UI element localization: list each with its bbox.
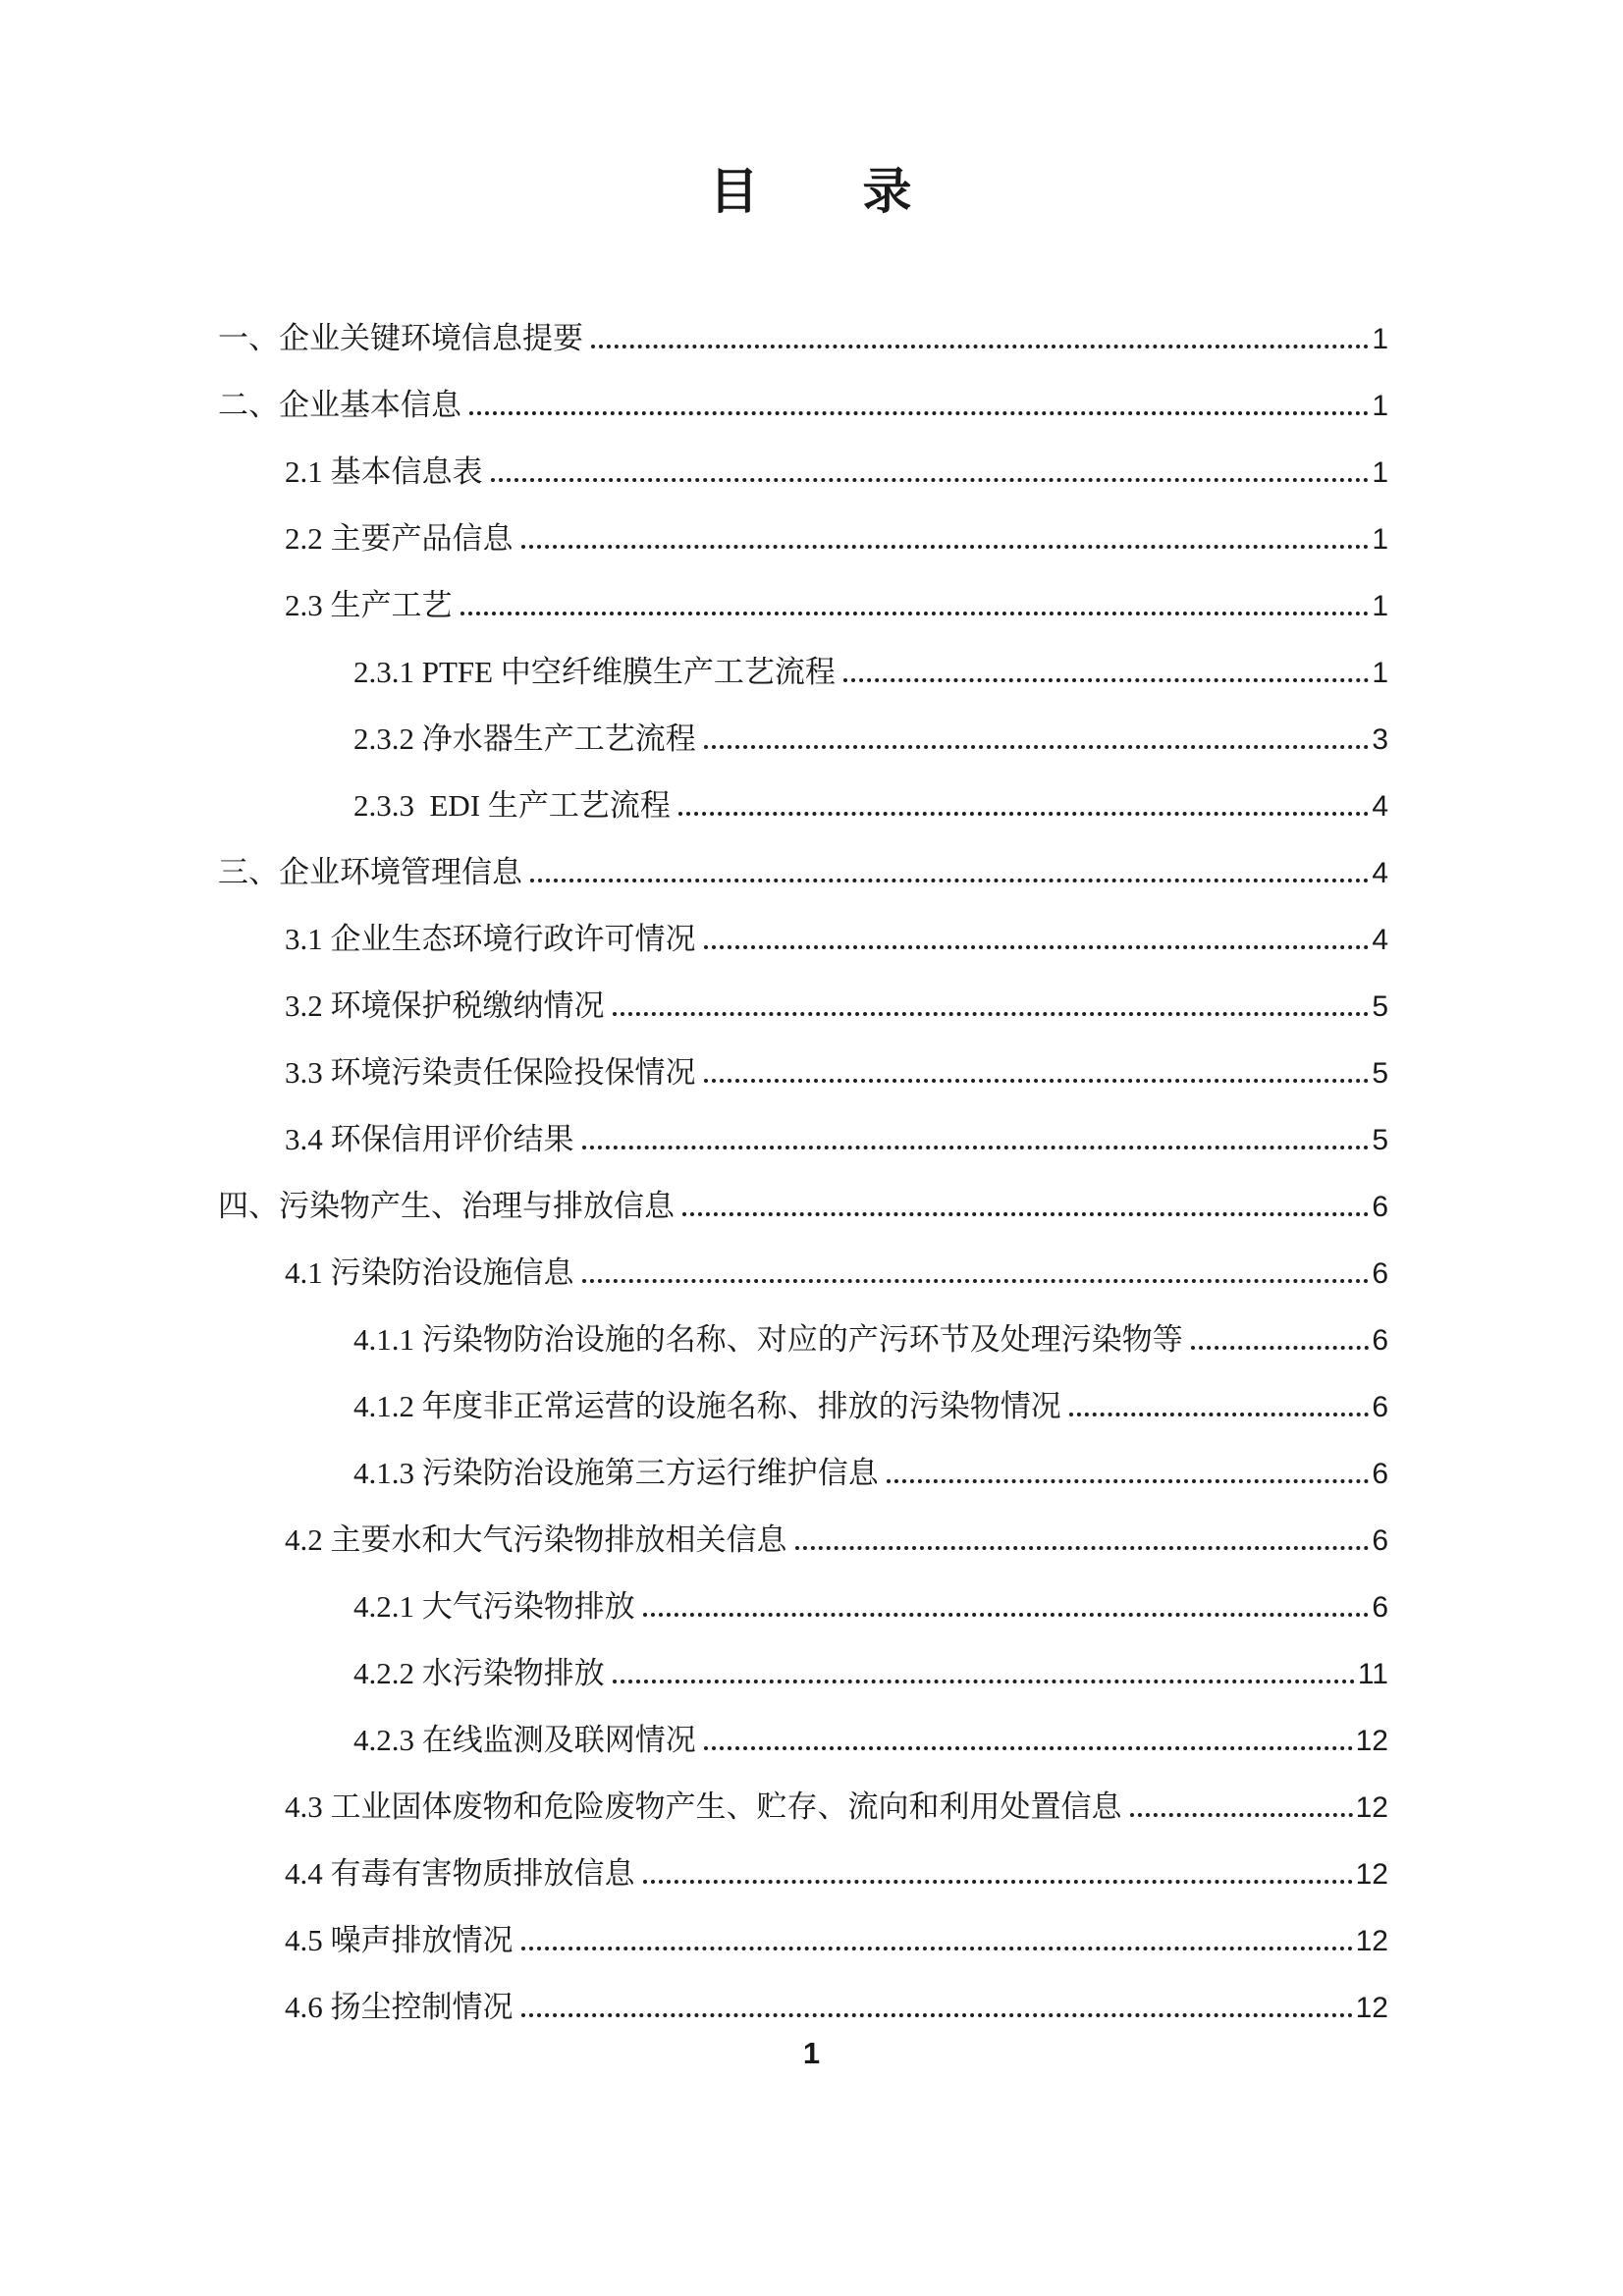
toc-entry	[218, 1373, 1388, 1440]
toc-entry	[218, 1574, 1388, 1640]
toc-entry-page: 1	[1372, 590, 1388, 622]
toc-entry	[218, 1974, 1388, 2041]
dot-leader	[704, 1746, 1353, 1750]
toc-entry-page: 6	[1372, 1391, 1388, 1423]
toc-entry	[218, 1841, 1388, 1907]
toc-entry-label: 4.2.3 在线监测及联网情况	[353, 1723, 696, 1757]
toc-entry-label: 一、企业关键环境信息提要	[218, 321, 583, 355]
toc-entry-label: 3.1 企业生态环境行政许可情况	[285, 922, 696, 956]
toc-entry-page: 4	[1372, 857, 1388, 889]
toc-entry-label: 4.2.2 水污染物排放	[353, 1656, 605, 1690]
toc-entry-label: 4.1.1 污染物防治设施的名称、对应的产污环节及处理污染物等	[353, 1322, 1183, 1357]
toc-entry	[218, 639, 1388, 706]
toc-entry-page: 4	[1372, 924, 1388, 956]
toc-entry-label: 2.3.2 净水器生产工艺流程	[353, 721, 696, 756]
dot-leader	[591, 345, 1369, 348]
toc-entry-page: 12	[1355, 1992, 1388, 2024]
toc-entry	[218, 839, 1388, 906]
toc-entry	[218, 1040, 1388, 1106]
dot-leader	[704, 945, 1370, 949]
dot-leader	[521, 545, 1370, 549]
dot-leader	[521, 2013, 1353, 2017]
dot-leader	[643, 1880, 1353, 1884]
toc-entry-label: 3.4 环保信用评价结果	[285, 1122, 574, 1156]
dot-leader	[469, 411, 1369, 415]
toc-entry	[218, 1640, 1388, 1707]
dot-leader	[1069, 1413, 1370, 1416]
toc-entry	[218, 1240, 1388, 1307]
toc-entry-label: 4.2 主要水和大气污染物排放相关信息	[285, 1522, 787, 1557]
dot-leader	[1191, 1346, 1370, 1350]
page-title: 目 录	[709, 164, 914, 219]
dot-leader	[682, 1212, 1369, 1216]
toc-entry	[218, 572, 1388, 639]
dot-leader	[887, 1479, 1370, 1483]
toc-entry	[218, 773, 1388, 839]
toc-entry-label: 4.4 有毒有害物质排放信息	[285, 1856, 635, 1891]
toc-entry-label: 2.1 基本信息表	[285, 454, 483, 489]
toc-entry	[218, 305, 1388, 372]
toc-entry-page: 6	[1372, 1458, 1388, 1490]
toc-entry-page: 12	[1355, 1725, 1388, 1757]
toc-entry-label: 二、企业基本信息	[218, 388, 461, 422]
toc-entry-page: 1	[1372, 657, 1388, 689]
toc-entry-label: 4.5 噪声排放情况	[285, 1923, 514, 1957]
toc-entry	[218, 1907, 1388, 1974]
toc-entry-page: 1	[1372, 523, 1388, 556]
dot-leader	[704, 1079, 1370, 1083]
toc-entry-label: 2.2 主要产品信息	[285, 521, 514, 556]
toc-entry-page: 6	[1372, 1191, 1388, 1223]
toc-entry-page: 1	[1372, 323, 1388, 355]
dot-leader	[613, 1012, 1370, 1016]
dot-leader	[460, 612, 1370, 615]
dot-leader	[678, 812, 1369, 816]
toc-entry	[218, 1106, 1388, 1173]
toc-entry-label: 3.2 环境保护税缴纳情况	[285, 988, 605, 1023]
dot-leader	[491, 478, 1370, 482]
toc-entry	[218, 1173, 1388, 1240]
toc-entry-page: 5	[1372, 990, 1388, 1023]
toc-entry-page: 1	[1372, 456, 1388, 489]
toc-entry-label: 三、企业环境管理信息	[218, 855, 522, 889]
toc-entry-page: 5	[1372, 1124, 1388, 1156]
dot-leader	[613, 1680, 1355, 1683]
toc-entry-page: 6	[1372, 1324, 1388, 1357]
toc-entry-page: 5	[1372, 1057, 1388, 1090]
toc-entry-page: 6	[1372, 1257, 1388, 1290]
toc-entry	[218, 506, 1388, 572]
toc-entry-label: 4.1.3 污染防治设施第三方运行维护信息	[353, 1456, 879, 1490]
dot-leader	[521, 1947, 1353, 1950]
toc-entry-page: 6	[1372, 1524, 1388, 1557]
toc-entry	[218, 973, 1388, 1040]
footer-page-number: 1	[802, 2036, 821, 2070]
dot-leader	[582, 1279, 1370, 1283]
toc-entry	[218, 1507, 1388, 1574]
dot-leader	[704, 745, 1370, 749]
toc-entry-label: 2.3.1 PTFE 中空纤维膜生产工艺流程	[353, 655, 836, 689]
toc-entry-label: 4.1.2 年度非正常运营的设施名称、排放的污染物情况	[353, 1389, 1061, 1423]
toc-entry-page: 12	[1355, 1925, 1388, 1957]
toc-entry-label: 3.3 环境污染责任保险投保情况	[285, 1055, 696, 1090]
toc-entry-page: 11	[1357, 1658, 1388, 1690]
dot-leader	[530, 879, 1369, 882]
toc-entry	[218, 1307, 1388, 1373]
toc-entry-page: 6	[1372, 1591, 1388, 1624]
toc-entry-label: 四、污染物产生、治理与排放信息	[218, 1189, 675, 1223]
toc-entry-label: 4.1 污染防治设施信息	[285, 1255, 574, 1290]
dot-leader	[582, 1146, 1370, 1149]
dot-leader	[795, 1546, 1370, 1550]
dot-leader	[1130, 1813, 1353, 1817]
toc-entry-label: 4.6 扬尘控制情况	[285, 1990, 514, 2024]
toc-entry-label: 2.3.3 EDI 生产工艺流程	[353, 788, 671, 823]
toc-entry-page: 12	[1355, 1858, 1388, 1891]
toc-entry-page: 3	[1372, 723, 1388, 756]
toc-list	[218, 305, 1388, 2041]
toc-entry	[218, 1774, 1388, 1841]
toc-entry-page: 12	[1355, 1791, 1388, 1824]
dot-leader	[643, 1613, 1370, 1617]
toc-entry-page: 4	[1372, 790, 1388, 823]
toc-entry	[218, 706, 1388, 773]
toc-entry	[218, 1440, 1388, 1507]
toc-entry-label: 4.2.1 大气污染物排放	[353, 1589, 635, 1624]
toc-entry	[218, 372, 1388, 439]
toc-entry-label: 4.3 工业固体废物和危险废物产生、贮存、流向和利用处置信息	[285, 1789, 1122, 1824]
toc-entry	[218, 906, 1388, 973]
toc-entry-page: 1	[1372, 390, 1388, 422]
dot-leader	[843, 678, 1369, 682]
toc-entry	[218, 439, 1388, 506]
toc-entry-label: 2.3 生产工艺	[285, 588, 453, 622]
toc-entry	[218, 1707, 1388, 1774]
